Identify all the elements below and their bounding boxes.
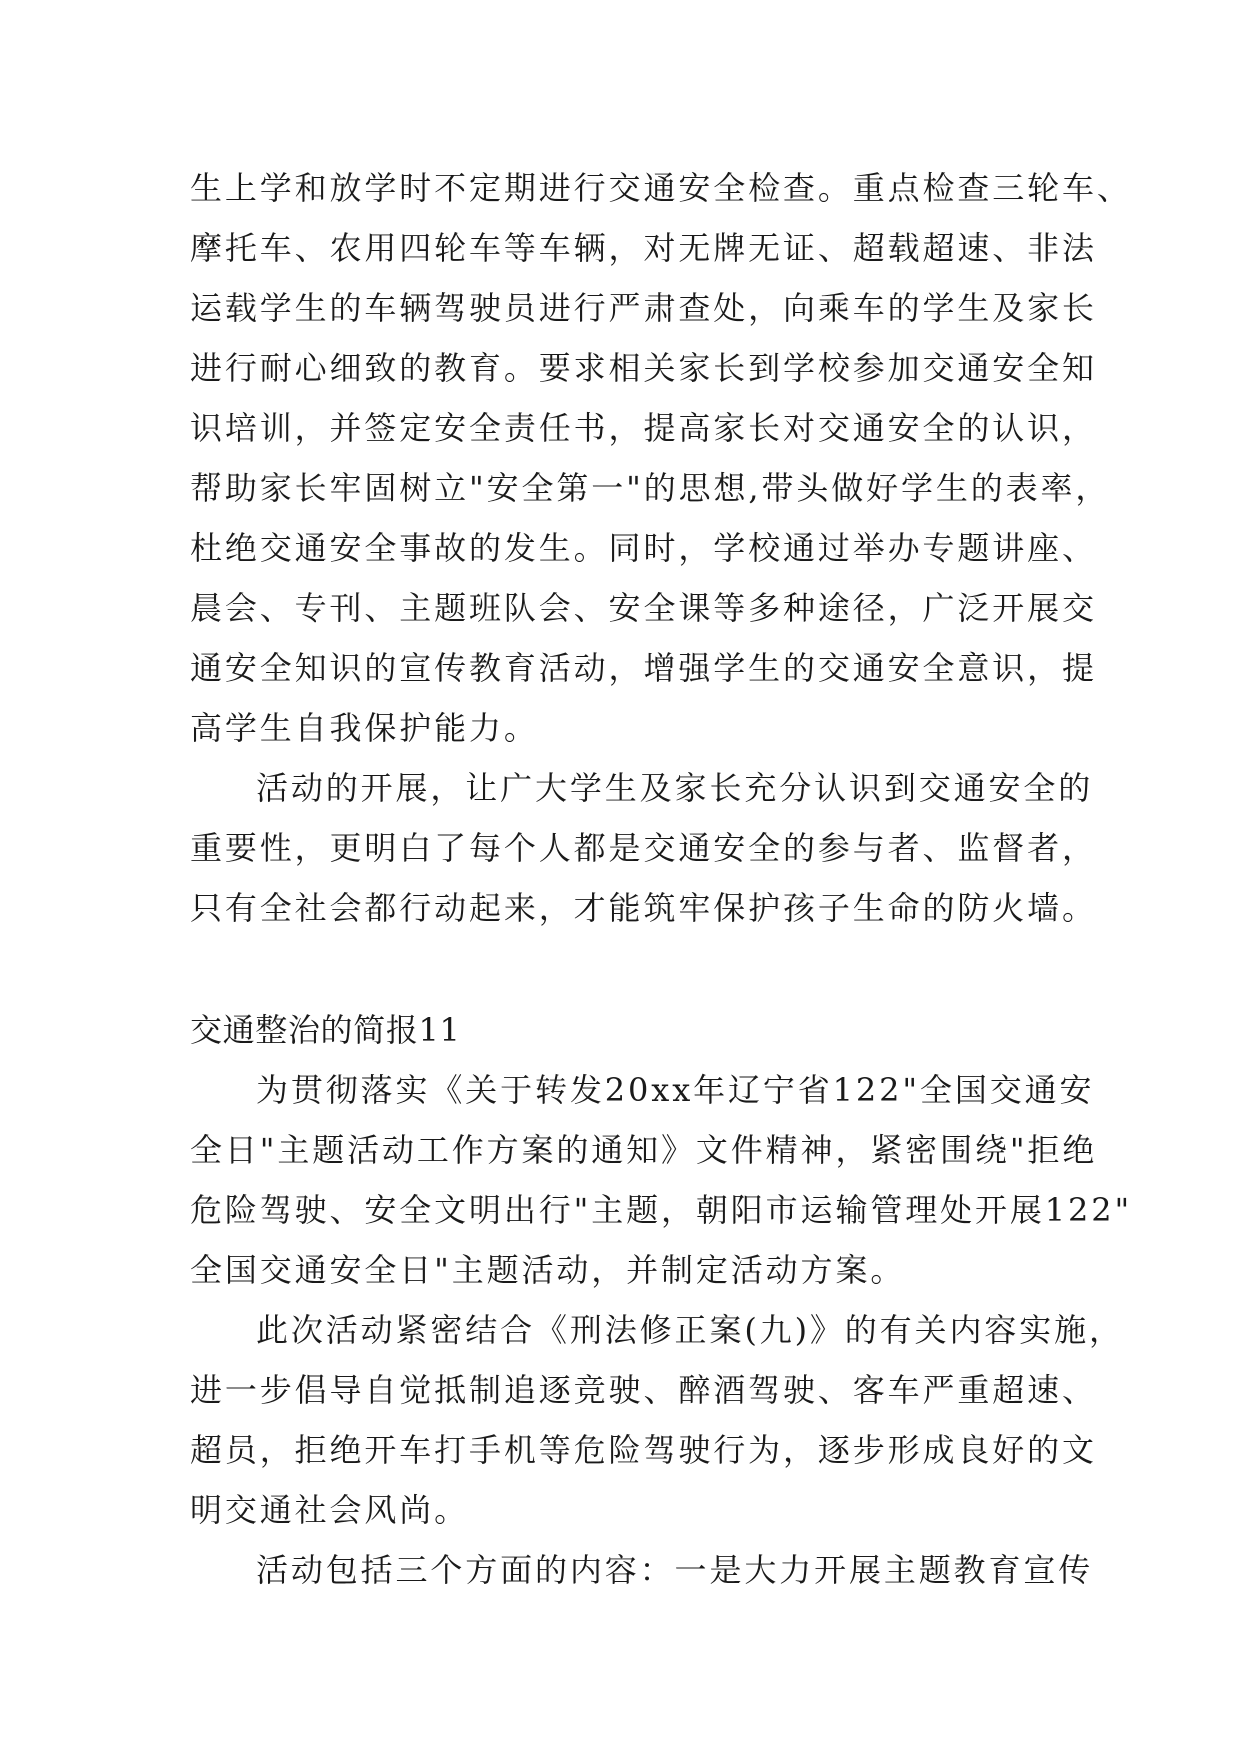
document-body [190, 158, 1133, 1600]
text-line: 进一步倡导自觉抵制追逐竞驶、醉酒驾驶、客车严重超速、 [190, 1371, 1097, 1409]
text-line: 危险驾驶、安全文明出行"主题，朝阳市运输管理处开展122" [190, 1191, 1133, 1229]
text-line: 活动的开展，让广大学生及家长充分认识到交通安全的 [256, 769, 1094, 807]
text-line: 通安全知识的宣传教育活动，增强学生的交通安全意识，提 [190, 649, 1097, 687]
text-line: 生上学和放学时不定期进行交通安全检查。重点检查三轮车、 [190, 169, 1132, 207]
text-line: 全国交通安全日"主题活动，并制定活动方案。 [190, 1251, 906, 1289]
paragraph-implementation [190, 1060, 1133, 1300]
paragraph-activity-summary [190, 758, 1097, 938]
text-line: 识培训，并签定安全责任书，提高家长对交通安全的认识， [190, 409, 1097, 447]
text-line: 摩托车、农用四轮车等车辆，对无牌无证、超载超速、非法 [190, 229, 1097, 267]
text-line: 高学生自我保护能力。 [190, 709, 539, 747]
section-heading: 交通整治的简报11 [190, 1011, 461, 1049]
text-line: 明交通社会风尚。 [190, 1491, 470, 1529]
section-gap [190, 938, 1090, 1000]
text-line: 重要性，更明白了每个人都是交通安全的参与者、监督者， [190, 829, 1097, 867]
paragraph-traffic-checks [190, 158, 1132, 758]
text-line: 晨会、专刊、主题班队会、安全课等多种途径，广泛开展交 [190, 589, 1097, 627]
text-line: 活动包括三个方面的内容：一是大力开展主题教育宣传 [256, 1551, 1094, 1589]
text-line: 只有全社会都行动起来，才能筑牢保护孩子生命的防火墙。 [190, 889, 1097, 927]
text-line: 杜绝交通安全事故的发生。同时，学校通过举办专题讲座、 [190, 529, 1097, 567]
paragraph-criminal-law [190, 1300, 1124, 1540]
text-line: 帮助家长牢固树立"安全第一"的思想,带头做好学生的表率， [190, 469, 1111, 507]
text-line: 全日"主题活动工作方案的通知》文件精神，紧密围绕"拒绝 [190, 1131, 1098, 1169]
text-line: 超员，拒绝开车打手机等危险驾驶行为，逐步形成良好的文 [190, 1431, 1097, 1469]
text-line: 进行耐心细致的教育。要求相关家长到学校参加交通安全知 [190, 349, 1097, 387]
text-line: 此次活动紧密结合《刑法修正案(九)》的有关内容实施， [256, 1311, 1124, 1349]
paragraph-activity-content [190, 1540, 1094, 1600]
text-line: 为贯彻落实《关于转发20xx年辽宁省122"全国交通安 [256, 1071, 1095, 1109]
text-line: 运载学生的车辆驾驶员进行严肃查处，向乘车的学生及家长 [190, 289, 1097, 327]
